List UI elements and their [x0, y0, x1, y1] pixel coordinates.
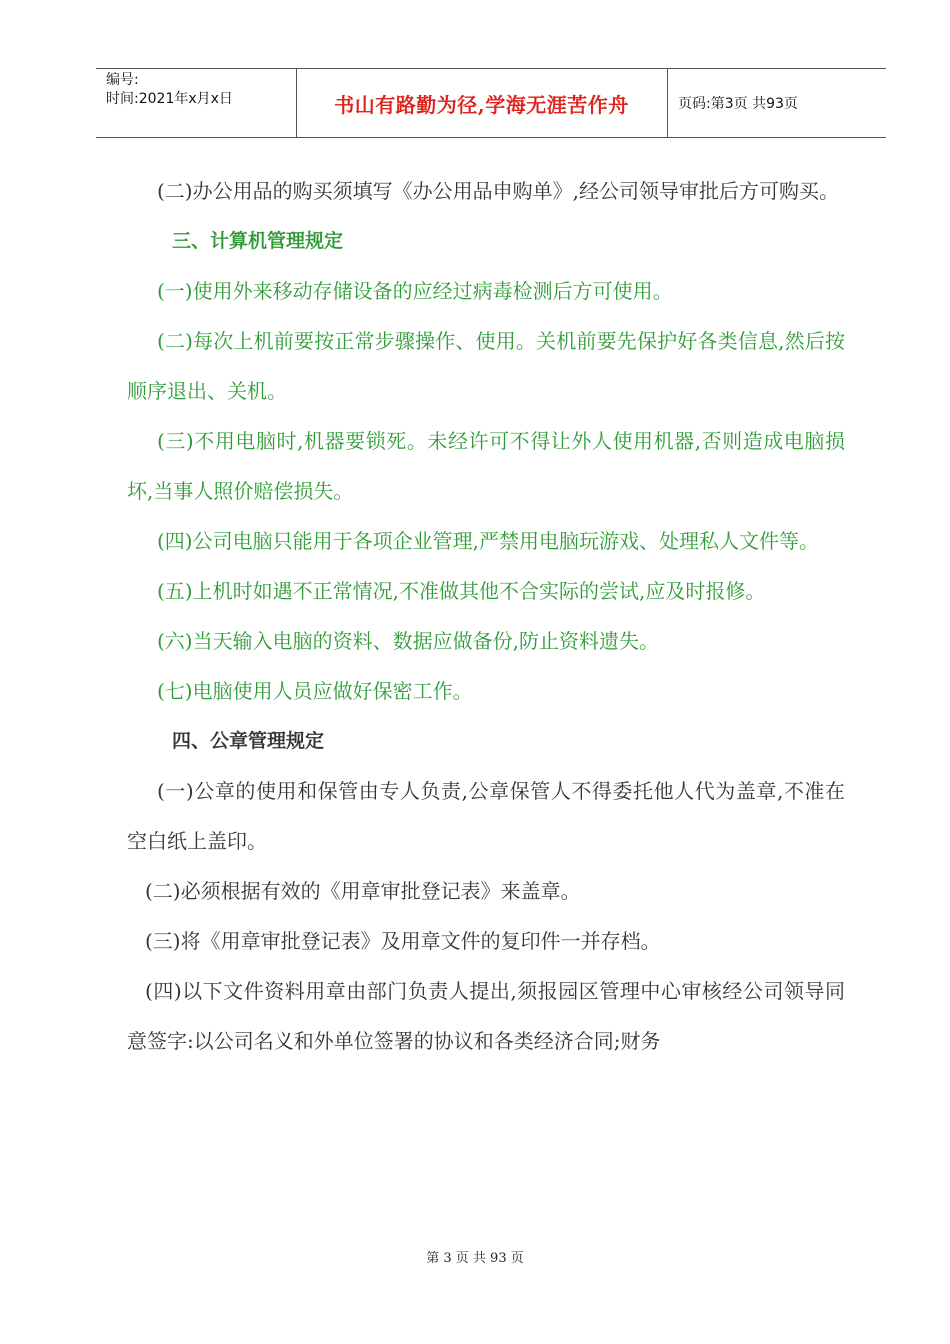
seal-rule-1: (一)公章的使用和保管由专人负责,公章保管人不得委托他人代为盖章,不准在空白纸上盖印。: [127, 779, 845, 853]
header-motto: 书山有路勤为径,学海无涯苦作舟: [334, 92, 629, 117]
seal-rule-3: (三)将《用章审批登记表》及用章文件的复印件一并存档。: [145, 929, 661, 953]
computer-rule-6: (六)当天输入电脑的资料、数据应做备份,防止资料遗失。: [157, 629, 659, 653]
computer-rule-1: (一)使用外来移动存储设备的应经过病毒检测后方可使用。: [157, 279, 673, 303]
document-number-label: 编号:: [106, 72, 139, 88]
header-meta: [106, 71, 233, 109]
computer-rule-2: (二)每次上机前要按正常步骤操作、使用。关机前要先保护好各类信息,然后按顺序退出、关机。: [127, 329, 845, 403]
seal-rule-2: (二)必须根据有效的《用章审批登记表》来盖章。: [145, 879, 581, 903]
computer-rule-5: (五)上机时如遇不正常情况,不准做其他不合实际的尝试,应及时报修。: [157, 579, 766, 603]
section-heading-seal-management: 四、公章管理规定: [172, 730, 325, 752]
document-body: [127, 166, 845, 1066]
seal-rule-4: (四)以下文件资料用章由部门负责人提出,须报园区管理中心审核经公司领导同意签字:以公司名义和外单位签署的协议和各类经济合同;财务: [127, 979, 845, 1053]
computer-rule-3: (三)不用电脑时,机器要锁死。未经许可不得让外人使用机器,否则造成电脑损坏,当事人照价赔偿损失。: [127, 429, 845, 503]
document-time: 时间:2021年x月x日: [106, 91, 233, 107]
computer-rule-7: (七)电脑使用人员应做好保密工作。: [157, 679, 473, 703]
header-divider: [667, 69, 668, 137]
computer-rule-4: (四)公司电脑只能用于各项企业管理,严禁用电脑玩游戏、处理私人文件等。: [157, 529, 819, 553]
header-page-info: 页码:第3页 共93页: [678, 96, 798, 112]
section-heading-computer-management: 三、计算机管理规定: [172, 230, 344, 252]
page-footer: 第 3 页 共 93 页: [426, 1251, 524, 1266]
page-header: [96, 68, 886, 138]
paragraph-office-supplies-purchase: (二)办公用品的购买须填写《办公用品申购单》,经公司领导审批后方可购买。: [157, 179, 839, 203]
